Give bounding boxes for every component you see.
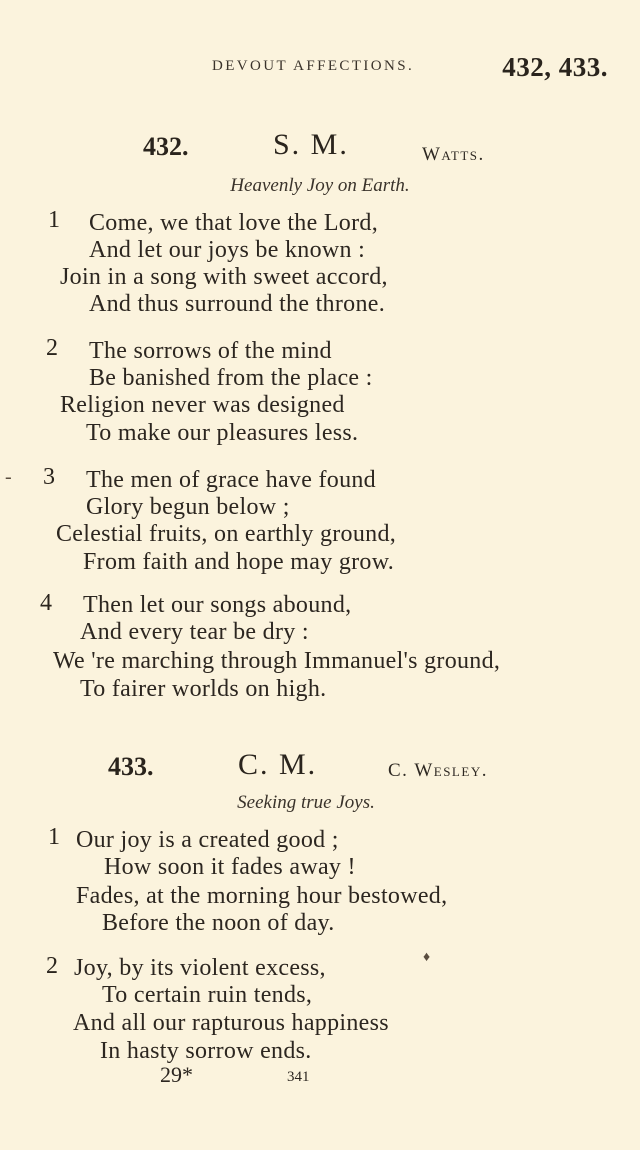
hymn-number: 432. [143, 132, 189, 161]
signature-mark: 29* [160, 1062, 193, 1087]
verse-line: Join in a song with sweet accord, [60, 264, 388, 290]
verse-line: In hasty sorrow ends. [100, 1038, 312, 1064]
verse-line: We 're marching through Immanuel's ground, [53, 648, 501, 674]
verse-line: Then let our songs abound, [83, 592, 352, 618]
verse-line: To fairer worlds on high. [80, 676, 327, 702]
verse-line: Celestial fruits, on earthly ground, [56, 521, 397, 547]
verse-line: Joy, by its violent excess, [74, 955, 326, 981]
verse-line: And all our rapturous happiness [73, 1010, 389, 1036]
page-number: 341 [287, 1069, 310, 1085]
verse-line: Before the noon of day. [102, 910, 335, 936]
hymn-subtitle: Seeking true Joys. [237, 792, 375, 813]
verse-line: And let our joys be known : [89, 237, 366, 263]
stanza-number: 3 [43, 464, 55, 490]
hymn-author: Watts. [422, 144, 485, 165]
verse-line: To certain ruin tends, [102, 982, 313, 1008]
stanza-number: 2 [46, 335, 58, 361]
hymn-433-header [0, 748, 640, 792]
verse-line: The sorrows of the mind [89, 338, 332, 364]
verse-line: Glory begun below ; [86, 494, 290, 520]
hymn-subtitle: Heavenly Joy on Earth. [230, 175, 410, 196]
hymn-meter: C. M. [238, 748, 318, 781]
verse-line: Be banished from the place : [89, 365, 373, 391]
verse-line: Fades, at the morning hour bestowed, [76, 883, 448, 909]
verse-line: To make our pleasures less. [86, 420, 359, 446]
verse-line: The men of grace have found [86, 467, 376, 493]
running-head [0, 52, 640, 86]
stanza-number: 1 [48, 207, 60, 233]
hymn-author: C. Wesley. [388, 760, 488, 781]
verse-line: And every tear be dry : [80, 619, 309, 645]
verse-line: How soon it fades away ! [104, 854, 356, 880]
hymn-number: 433. [108, 752, 154, 781]
verse-line: From faith and hope may grow. [83, 549, 395, 575]
running-head-title: DEVOUT AFFECTIONS. [212, 58, 415, 74]
hymn-meter: S. M. [273, 128, 349, 161]
running-head-hymn-numbers: 432, 433. [502, 52, 608, 82]
stanza-number: 1 [48, 824, 60, 850]
verse-line: Our joy is a created good ; [76, 827, 339, 853]
ink-speck: ♦ [423, 950, 431, 965]
margin-dash: - [5, 466, 12, 488]
stanza-number: 2 [46, 953, 58, 979]
verse-line: And thus surround the throne. [89, 291, 385, 317]
stanza-number: 4 [40, 590, 52, 616]
verse-line: Religion never was designed [60, 392, 345, 418]
verse-line: Come, we that love the Lord, [89, 210, 378, 236]
hymn-432-header [0, 128, 640, 172]
